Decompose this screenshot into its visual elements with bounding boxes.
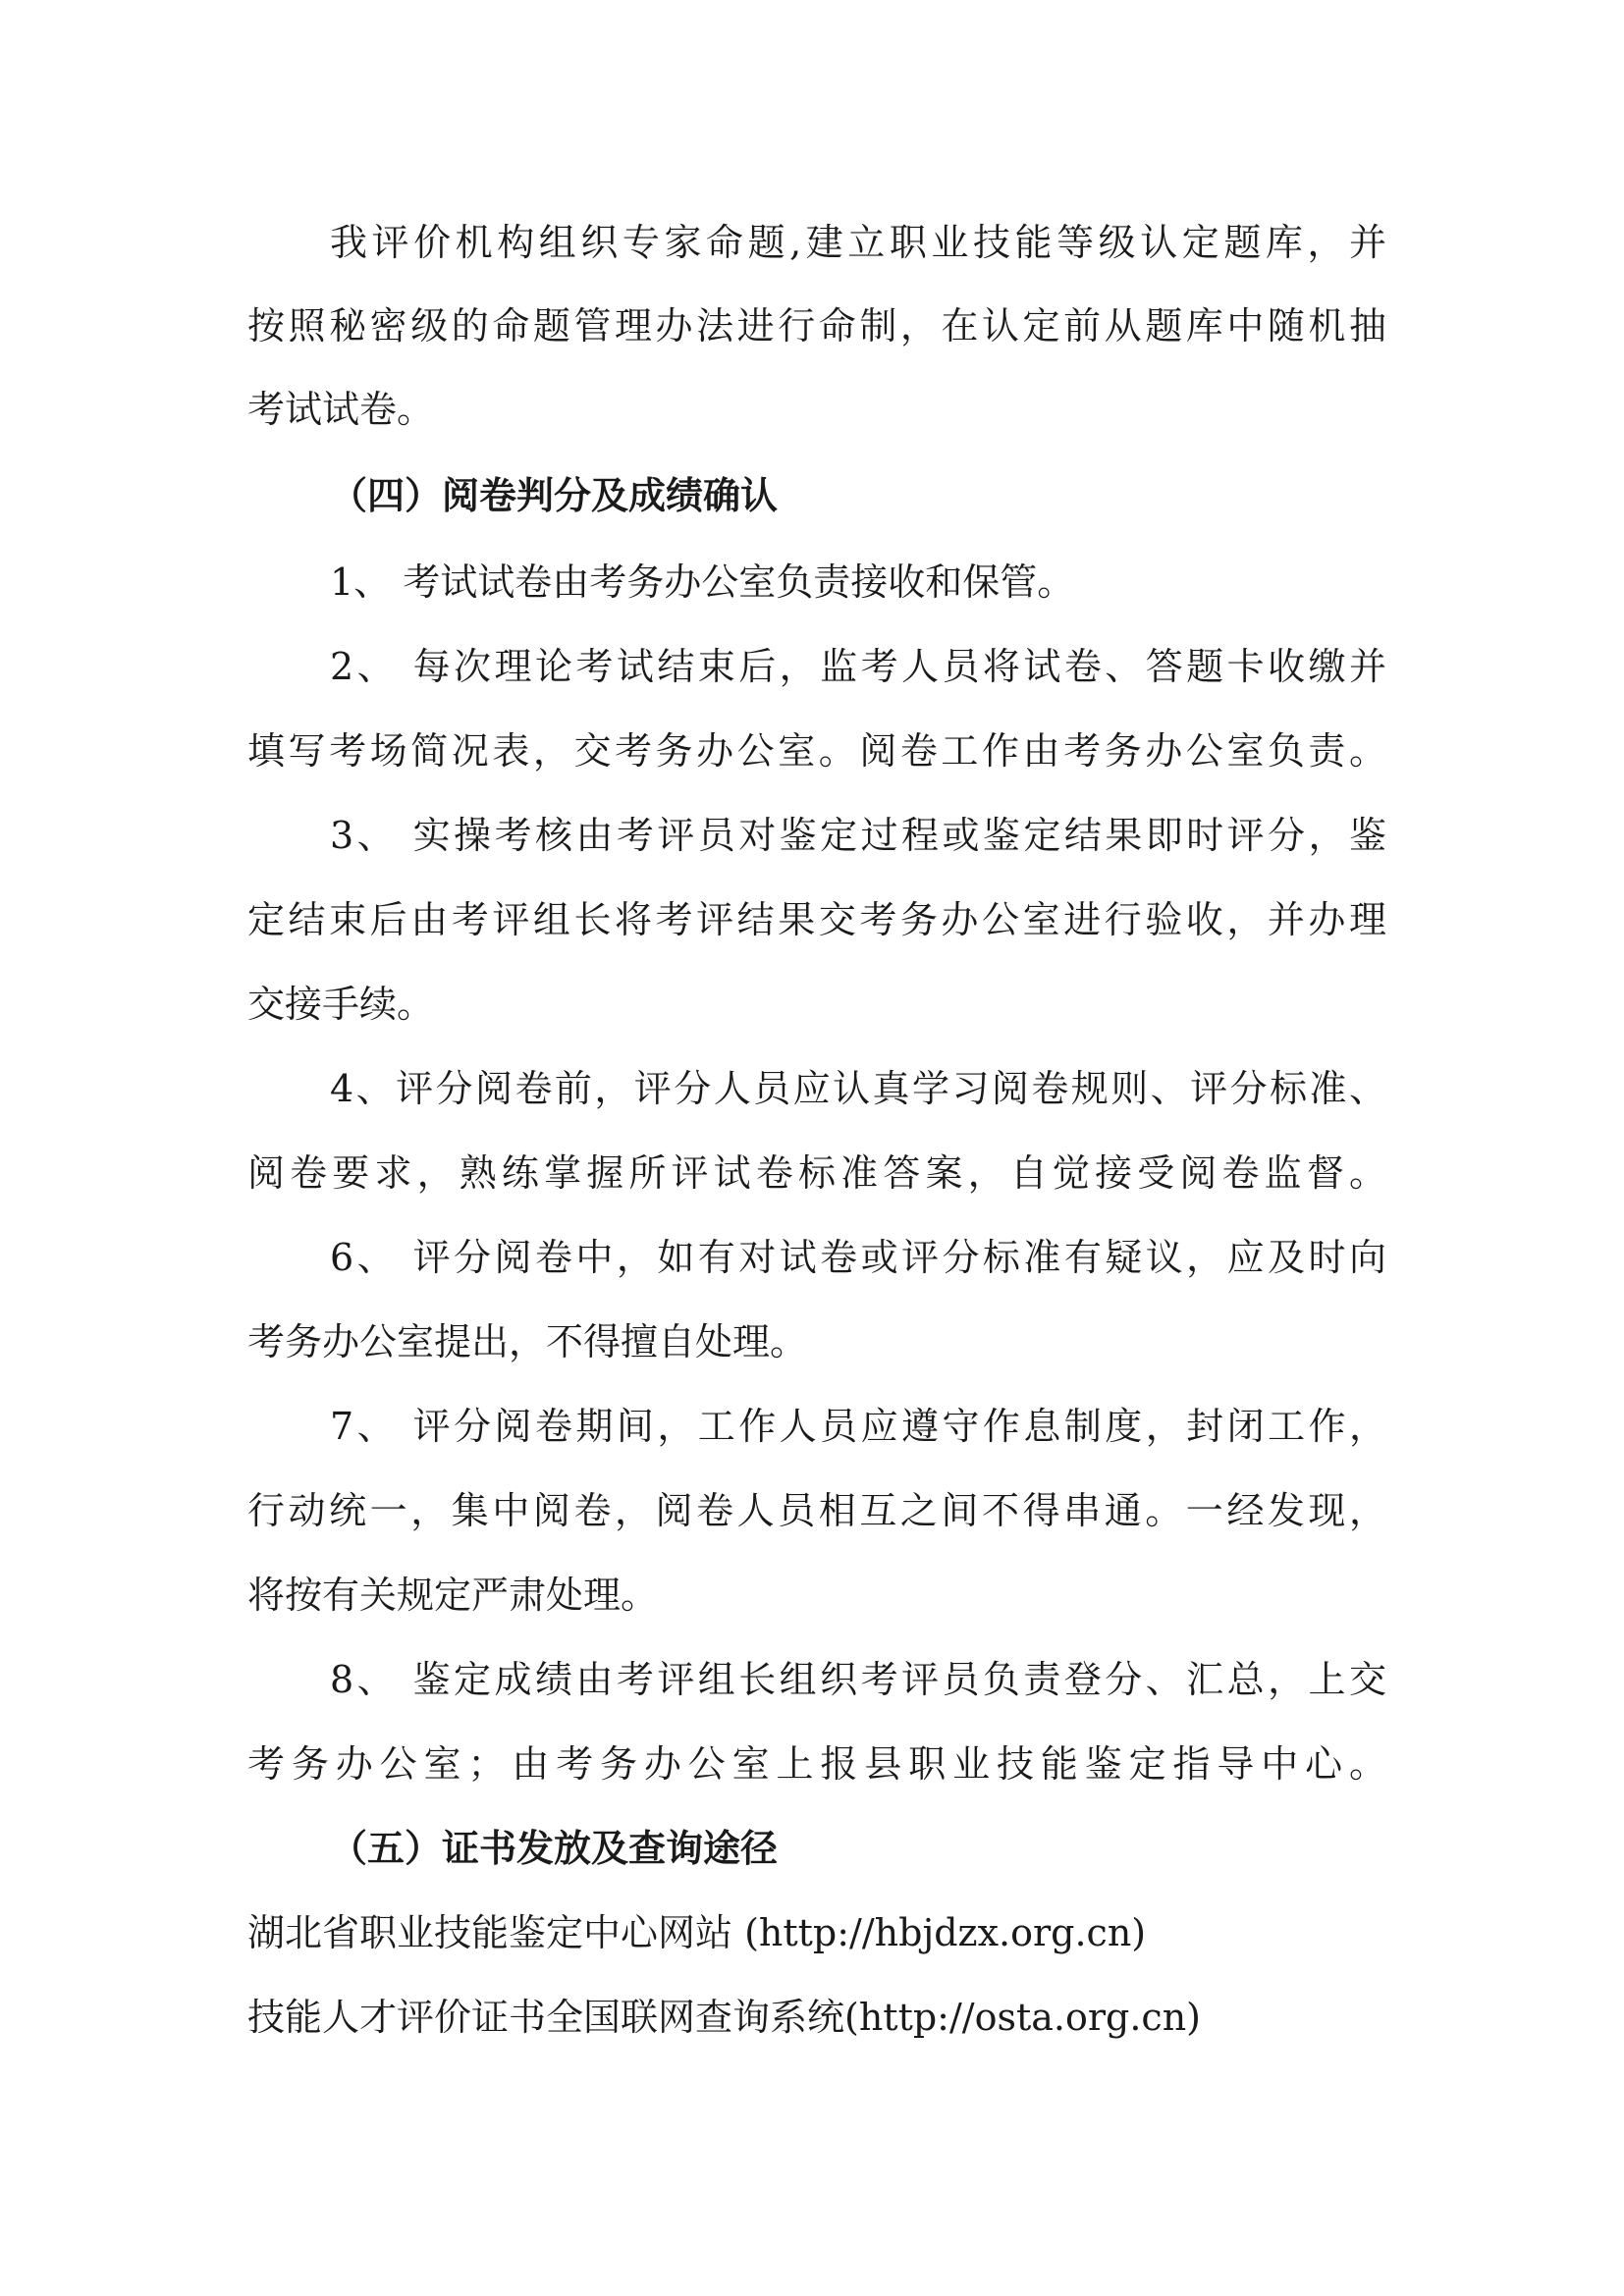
item-3-line-2: 定结束后由考评组长将考评结果交考务办公室进行验收，并办理 [247, 898, 1386, 941]
item-8-line-2: 考务办公室；由考务办公室上报县职业技能鉴定指导中心。 [247, 1742, 1386, 1786]
item-4-line-1: 4、评分阅卷前，评分人员应认真学习阅卷规则、评分标准、 [330, 1067, 1386, 1110]
paragraph-question-bank-line-1: 我评价机构组织专家命题,建立职业技能等级认定题库，并 [330, 221, 1386, 264]
section-heading-grading: （四）阅卷判分及成绩确认 [330, 474, 779, 517]
query-link-hubei: 湖北省职业技能鉴定中心网站 (http://hbjdzx.org.cn) [247, 1911, 1147, 1954]
item-7-line-3: 将按有关规定严肃处理。 [247, 1574, 659, 1617]
item-8-line-1: 8、 鉴定成绩由考评组长组织考评员负责登分、汇总，上交 [330, 1658, 1386, 1701]
item-6-line-2: 考务办公室提出，不得擅自处理。 [247, 1320, 808, 1363]
query-link-osta: 技能人才评价证书全国联网查询系统(http://osta.org.cn) [247, 1996, 1201, 2039]
item-2-line-2: 填写考场简况表，交考务办公室。阅卷工作由考务办公室负责。 [247, 729, 1386, 773]
item-2-line-1: 2、 每次理论考试结束后，监考人员将试卷、答题卡收缴并 [330, 645, 1386, 688]
paragraph-question-bank-line-2: 按照秘密级的命题管理办法进行命制，在认定前从题库中随机抽 [247, 304, 1386, 347]
paragraph-question-bank-line-3: 考试试卷。 [247, 388, 435, 431]
item-4-line-2: 阅卷要求，熟练掌握所评试卷标准答案，自觉接受阅卷监督。 [247, 1151, 1386, 1195]
item-6-line-1: 6、 评分阅卷中，如有对试卷或评分标准有疑议，应及时向 [330, 1236, 1386, 1279]
item-7-line-1: 7、 评分阅卷期间，工作人员应遵守作息制度，封闭工作， [330, 1405, 1386, 1448]
item-7-line-2: 行动统一，集中阅卷，阅卷人员相互之间不得串通。一经发现， [247, 1489, 1386, 1532]
section-heading-certificate: （五）证书发放及查询途径 [330, 1827, 779, 1870]
item-3-line-1: 3、 实操考核由考评员对鉴定过程或鉴定结果即时评分，鉴 [330, 814, 1386, 857]
item-1-line-1: 1、 考试试卷由考务办公室负责接收和保管。 [330, 561, 1075, 604]
item-3-line-3: 交接手续。 [247, 983, 435, 1026]
